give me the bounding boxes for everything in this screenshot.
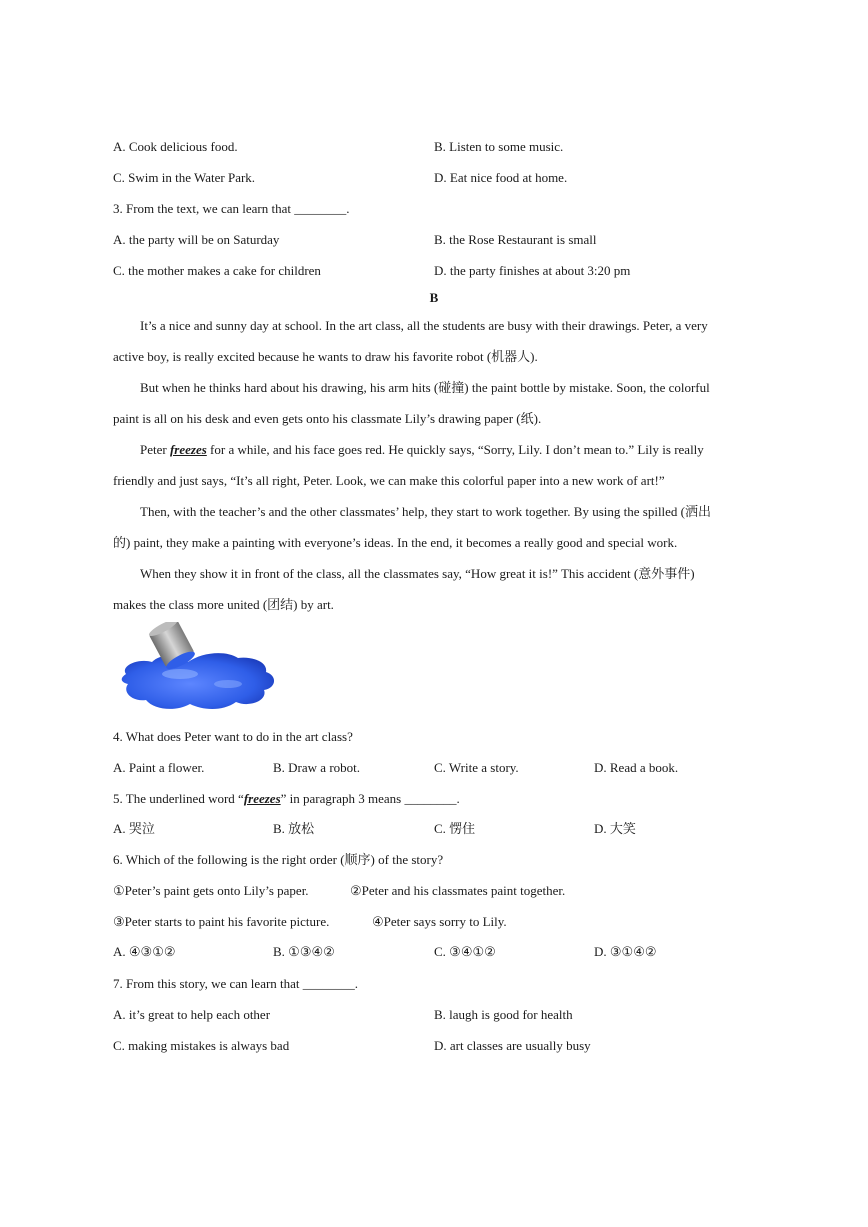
q7-option-a: A. it’s great to help each other bbox=[113, 1007, 271, 1022]
q7-option-c: C. making mistakes is always bad bbox=[113, 1038, 290, 1053]
q6-option-c: C. ③④①② bbox=[434, 944, 496, 959]
passage-line-5 bbox=[113, 442, 753, 458]
q3-option-d: D. the party finishes at about 3:20 pm bbox=[434, 263, 631, 278]
q5-stem-suffix: ” in paragraph 3 means ________. bbox=[280, 791, 460, 806]
spilled-paint-icon bbox=[118, 622, 283, 714]
q5-stem bbox=[113, 791, 460, 807]
q4-stem: 4. What does Peter want to do in the art class? bbox=[113, 729, 353, 744]
passage-line-6: friendly and just says, “It’s all right, Peter. Look, we can make this colorful paper into a new work of art!” bbox=[113, 473, 665, 488]
passage-line-8: 的) paint, they make a painting with everyone’s ideas. In the end, it becomes a really good and special work. bbox=[113, 535, 678, 550]
q7-option-b: B. laugh is good for health bbox=[434, 1007, 573, 1022]
q6-option-d: D. ③①④② bbox=[594, 944, 657, 959]
q7-option-d: D. art classes are usually busy bbox=[434, 1038, 591, 1053]
spilled-paint-image bbox=[118, 622, 283, 714]
passage-line-10: makes the class more united (团结) by art. bbox=[113, 597, 334, 612]
q3-option-b: B. the Rose Restaurant is small bbox=[434, 232, 597, 247]
para3-prefix: Peter bbox=[140, 442, 167, 457]
q3-stem: 3. From the text, we can learn that ________. bbox=[113, 201, 350, 216]
q2-option-b: B. Listen to some music. bbox=[434, 139, 564, 154]
passage-line-1: It’s a nice and sunny day at school. In the art class, all the students are busy with their drawings. Peter, a very bbox=[140, 318, 708, 333]
passage-line-9: When they show it in front of the class, all the classmates say, “How great it is!” This accident (意外事件) bbox=[140, 566, 695, 581]
q2-option-d: D. Eat nice food at home. bbox=[434, 170, 568, 185]
q6-stem: 6. Which of the following is the right order (顺序) of the story? bbox=[113, 852, 444, 867]
q4-option-d: D. Read a book. bbox=[594, 760, 679, 775]
passage-line-2: active boy, is really excited because he wants to draw his favorite robot (机器人). bbox=[113, 349, 538, 364]
q4-option-b: B. Draw a robot. bbox=[273, 760, 361, 775]
q3-option-a: A. the party will be on Saturday bbox=[113, 232, 280, 247]
q5-option-c: C. 愣住 bbox=[434, 821, 476, 836]
passage-line-3: But when he thinks hard about his drawing, his arm hits (碰撞) the paint bottle by mistake. Soon, the colorful bbox=[140, 380, 710, 395]
q6-event-2: ②Peter and his classmates paint together. bbox=[350, 883, 566, 898]
q2-option-c: C. Swim in the Water Park. bbox=[113, 170, 256, 185]
q5-option-d: D. 大笑 bbox=[594, 821, 636, 836]
q3-option-c: C. the mother makes a cake for children bbox=[113, 263, 321, 278]
passage-line-4: paint is all on his desk and even gets onto his classmate Lily’s drawing paper (纸). bbox=[113, 411, 542, 426]
q7-stem: 7. From this story, we can learn that ________. bbox=[113, 976, 359, 991]
q2-option-a: A. Cook delicious food. bbox=[113, 139, 238, 154]
q6-event-3: ③Peter starts to paint his favorite picture. bbox=[113, 914, 330, 929]
q5-option-b: B. 放松 bbox=[273, 821, 315, 836]
section-b-heading: B bbox=[429, 290, 439, 305]
q6-event-4: ④Peter says sorry to Lily. bbox=[372, 914, 507, 929]
q6-option-a: A. ④③①② bbox=[113, 944, 176, 959]
q6-event-1: ①Peter’s paint gets onto Lily’s paper. bbox=[113, 883, 309, 898]
underlined-word-freezes: freezes bbox=[169, 442, 207, 457]
q4-option-a: A. Paint a flower. bbox=[113, 760, 205, 775]
para3-rest: for a while, and his face goes red. He quickly says, “Sorry, Lily. I don’t mean to.” Lily is really bbox=[210, 442, 704, 457]
q5-stem-prefix: 5. The underlined word “ bbox=[113, 791, 244, 806]
q5-option-a: A. 哭泣 bbox=[113, 821, 155, 836]
q4-option-c: C. Write a story. bbox=[434, 760, 519, 775]
passage-line-7: Then, with the teacher’s and the other classmates’ help, they start to work together. By using the spilled (洒出 bbox=[140, 504, 712, 519]
q6-option-b: B. ①③④② bbox=[273, 944, 335, 959]
q5-underlined-word: freezes bbox=[243, 791, 281, 806]
